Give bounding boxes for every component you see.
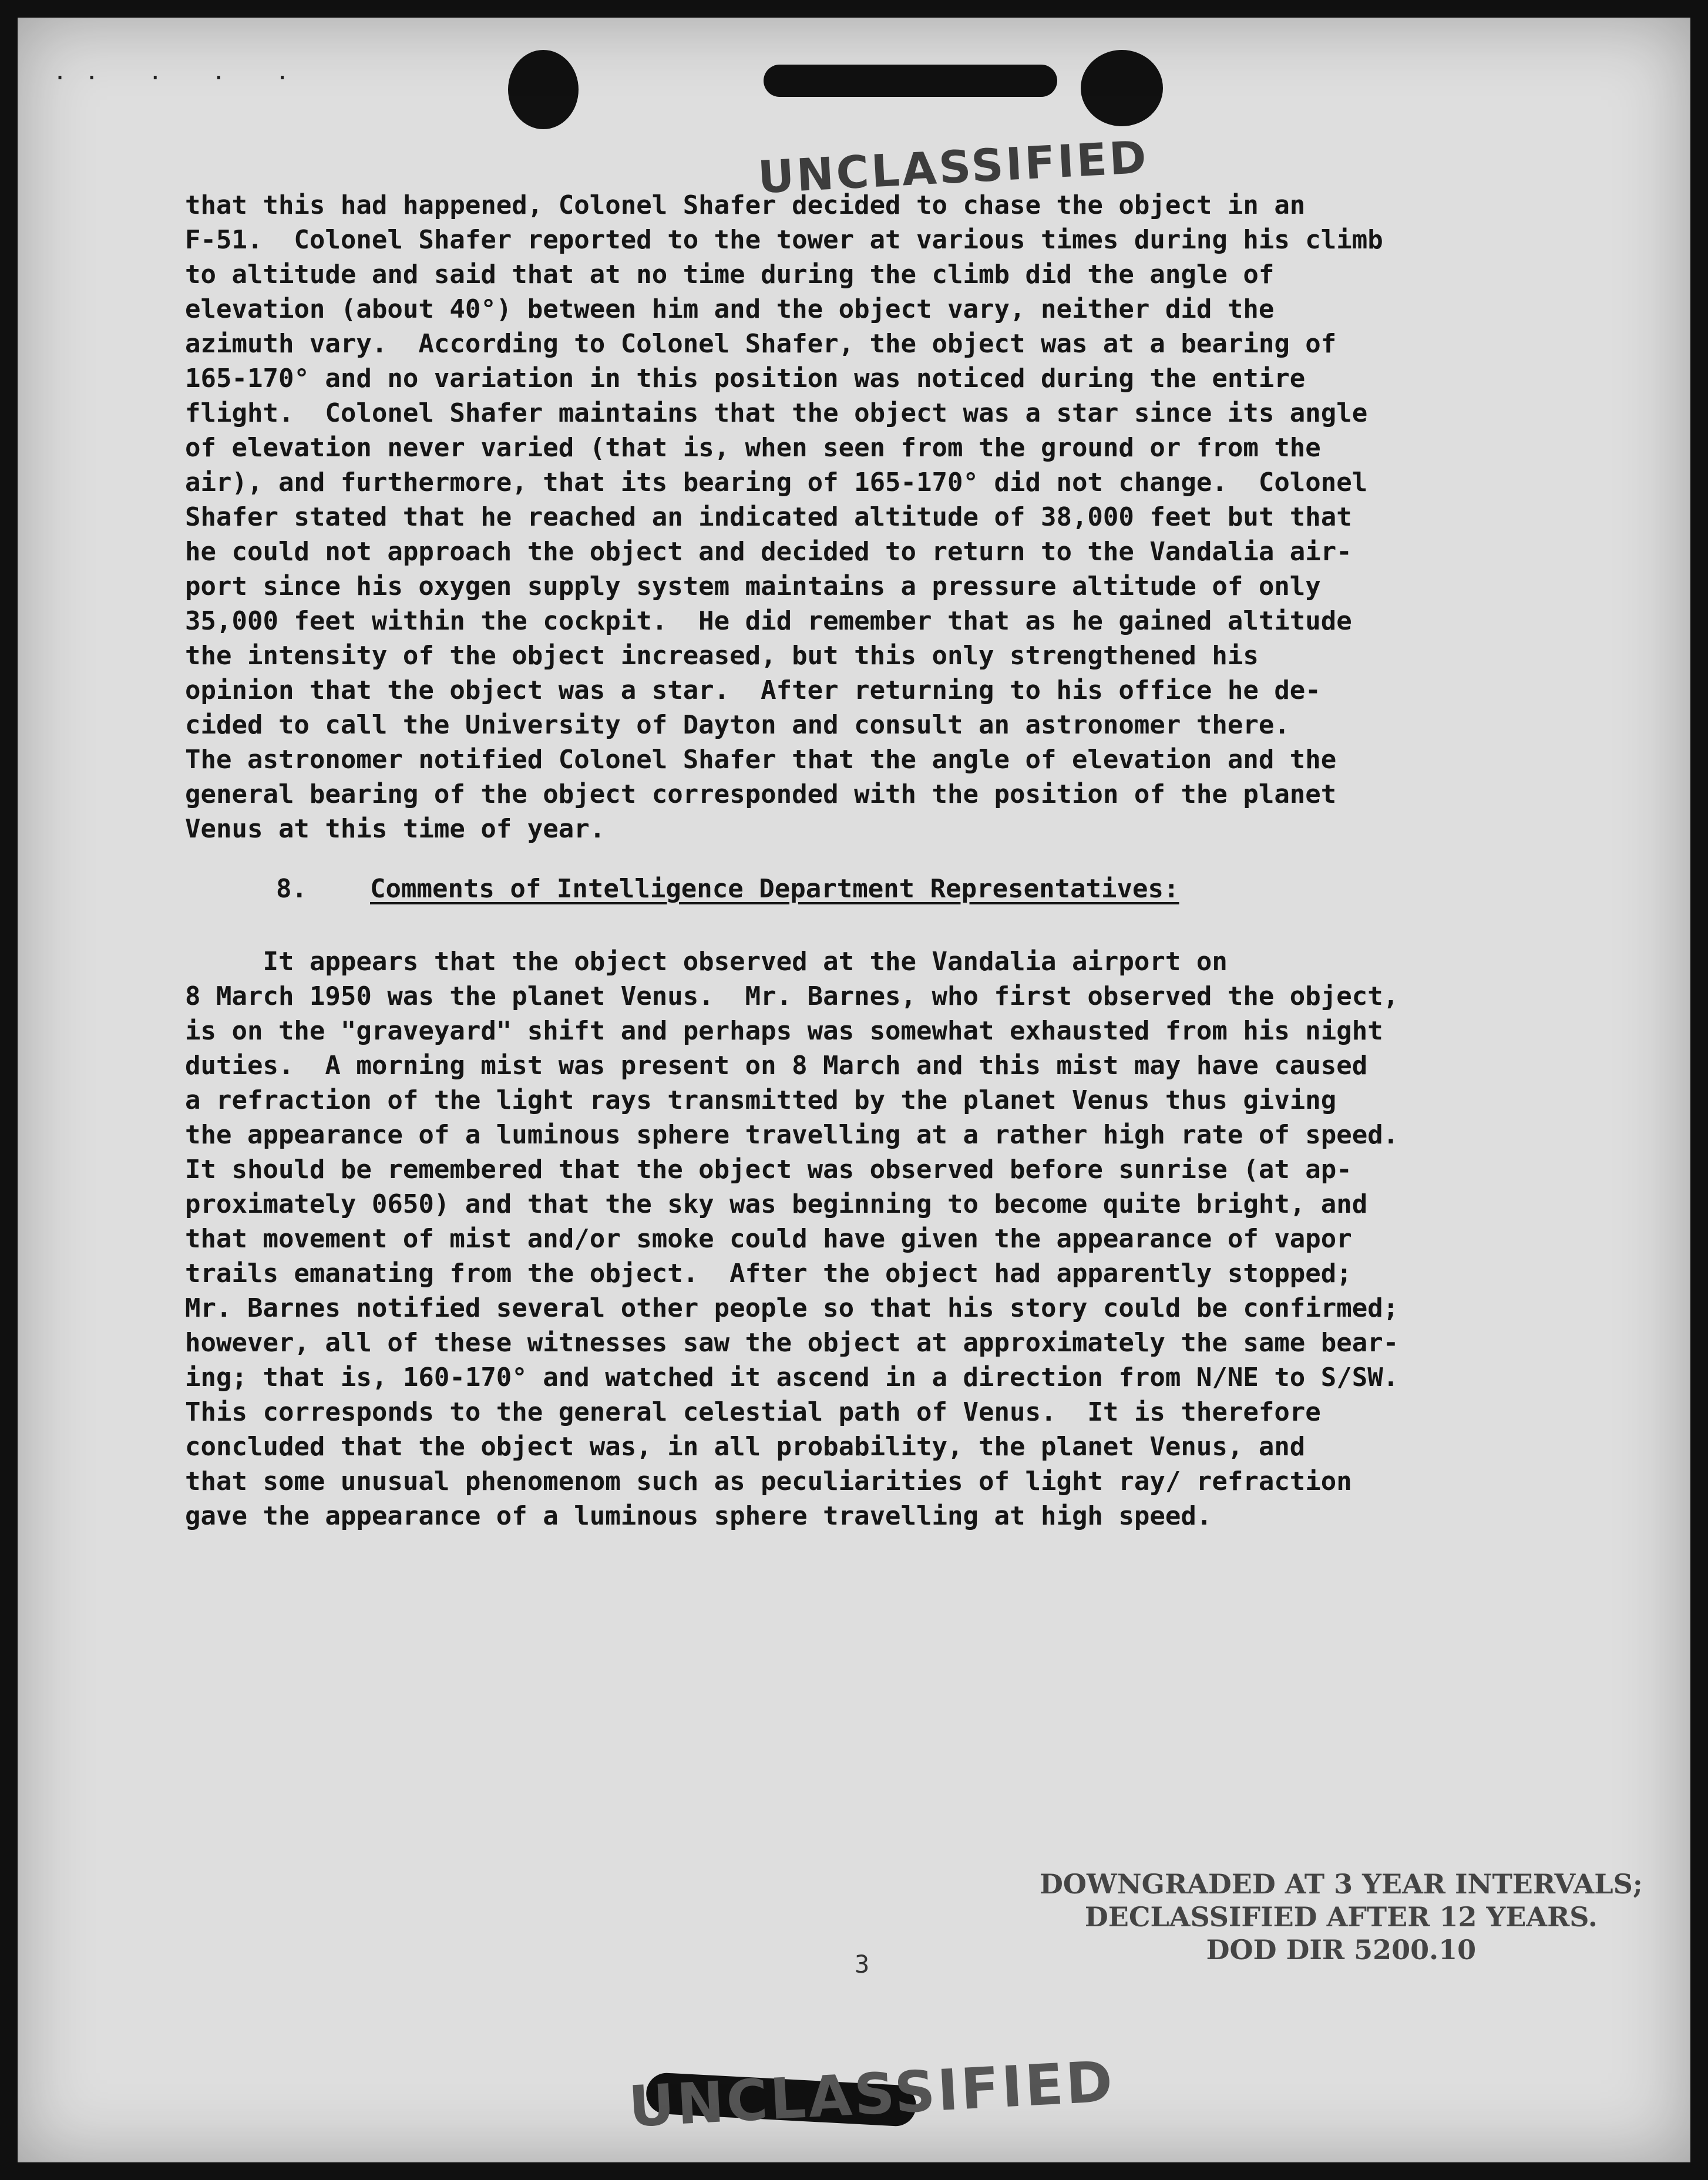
section-number: 8. xyxy=(276,874,307,904)
section-title: Comments of Intelligence Department Representatives: xyxy=(370,874,1179,904)
text-line: the intensity of the object increased, but this only strengthened his xyxy=(185,641,1259,671)
text-line: azimuth vary. According to Colonel Shafer, the object was at a bearing of xyxy=(185,329,1337,359)
text-line: that some unusual phenomenom such as peculiarities of light ray/ refraction xyxy=(185,1466,1352,1496)
text-line: he could not approach the object and decided to return to the Vandalia air- xyxy=(185,537,1352,567)
text-line: ing; that is, 160-170° and watched it ascend in a direction from N/NE to S/SW. xyxy=(185,1362,1399,1392)
redaction-mark-center xyxy=(764,65,1057,97)
text-line: trails emanating from the object. After the object had apparently stopped; xyxy=(185,1259,1352,1289)
text-line: Shafer stated that he reached an indicated altitude of 38,000 feet but that xyxy=(185,502,1352,532)
text-line: duties. A morning mist was present on 8 March and this mist may have caused xyxy=(185,1051,1368,1081)
document-page xyxy=(18,18,1690,2162)
text-line: This corresponds to the general celestial path of Venus. It is therefore xyxy=(185,1397,1321,1427)
redaction-mark-left xyxy=(508,50,579,129)
text-line: 35,000 feet within the cockpit. He did remember that as he gained altitude xyxy=(185,606,1352,636)
text-line: however, all of these witnesses saw the object at approximately the same bear- xyxy=(185,1328,1399,1358)
stamp-line: DOD DIR 5200.10 xyxy=(1206,1934,1477,1966)
text-line: concluded that the object was, in all probability, the planet Venus, and xyxy=(185,1432,1306,1462)
paragraph-continued xyxy=(185,188,1577,846)
text-line: cided to call the University of Dayton and consult an astronomer there. xyxy=(185,710,1290,740)
text-line: elevation (about 40°) between him and the object vary, neither did the xyxy=(185,294,1275,324)
text-line: that movement of mist and/or smoke could have given the appearance of vapor xyxy=(185,1224,1352,1254)
classification-stamp-top: UNCLASSIFIED xyxy=(757,130,1150,204)
stamp-line: DECLASSIFIED AFTER 12 YEARS. xyxy=(1084,1901,1598,1933)
text-line: It should be remembered that the object was observed before sunrise (at ap- xyxy=(185,1155,1352,1185)
text-line: a refraction of the light rays transmitted by the planet Venus thus giving xyxy=(185,1085,1337,1115)
text-line: of elevation never varied (that is, when seen from the ground or from the xyxy=(185,433,1321,463)
text-line: It appears that the object observed at the Vandalia airport on xyxy=(185,947,1228,977)
text-line: is on the "graveyard" shift and perhaps was somewhat exhausted from his night xyxy=(185,1016,1383,1046)
text-line: The astronomer notified Colonel Shafer that the angle of elevation and the xyxy=(185,745,1337,775)
text-line: the appearance of a luminous sphere travelling at a rather high rate of speed. xyxy=(185,1120,1399,1150)
text-line: air), and furthermore, that its bearing of 165-170° did not change. Colonel xyxy=(185,467,1368,497)
text-line: that this had happened, Colonel Shafer decided to chase the object in an xyxy=(185,190,1306,220)
text-line: flight. Colonel Shafer maintains that the object was a star since its angle xyxy=(185,398,1368,428)
text-line: 8 March 1950 was the planet Venus. Mr. Barnes, who first observed the object, xyxy=(185,981,1399,1011)
downgrade-stamp xyxy=(1040,1868,1643,1966)
text-line: F-51. Colonel Shafer reported to the tower at various times during his climb xyxy=(185,225,1383,255)
text-line: to altitude and said that at no time during the climb did the angle of xyxy=(185,260,1275,290)
text-line: Mr. Barnes notified several other people so that his story could be confirmed; xyxy=(185,1293,1399,1323)
text-line: proximately 0650) and that the sky was beginning to become quite bright, and xyxy=(185,1189,1368,1219)
page-number: 3 xyxy=(855,1950,870,1979)
text-line: Venus at this time of year. xyxy=(185,814,606,844)
text-line: gave the appearance of a luminous sphere travelling at high speed. xyxy=(185,1501,1212,1531)
stamp-line: DOWNGRADED AT 3 YEAR INTERVALS; xyxy=(1040,1868,1643,1900)
text-line: 165-170° and no variation in this position was noticed during the entire xyxy=(185,364,1306,393)
redaction-mark-right xyxy=(1081,50,1163,126)
section-heading xyxy=(276,874,1179,904)
text-line: opinion that the object was a star. After returning to his office he de- xyxy=(185,675,1321,705)
text-line: general bearing of the object corresponded with the position of the planet xyxy=(185,779,1337,809)
paragraph-comments xyxy=(185,944,1577,1533)
classification-stamp-bottom: UNCLASSIFIED xyxy=(627,2048,1117,2140)
scan-specks: ·· · · · xyxy=(53,65,307,92)
text-line: port since his oxygen supply system maintains a pressure altitude of only xyxy=(185,571,1321,601)
